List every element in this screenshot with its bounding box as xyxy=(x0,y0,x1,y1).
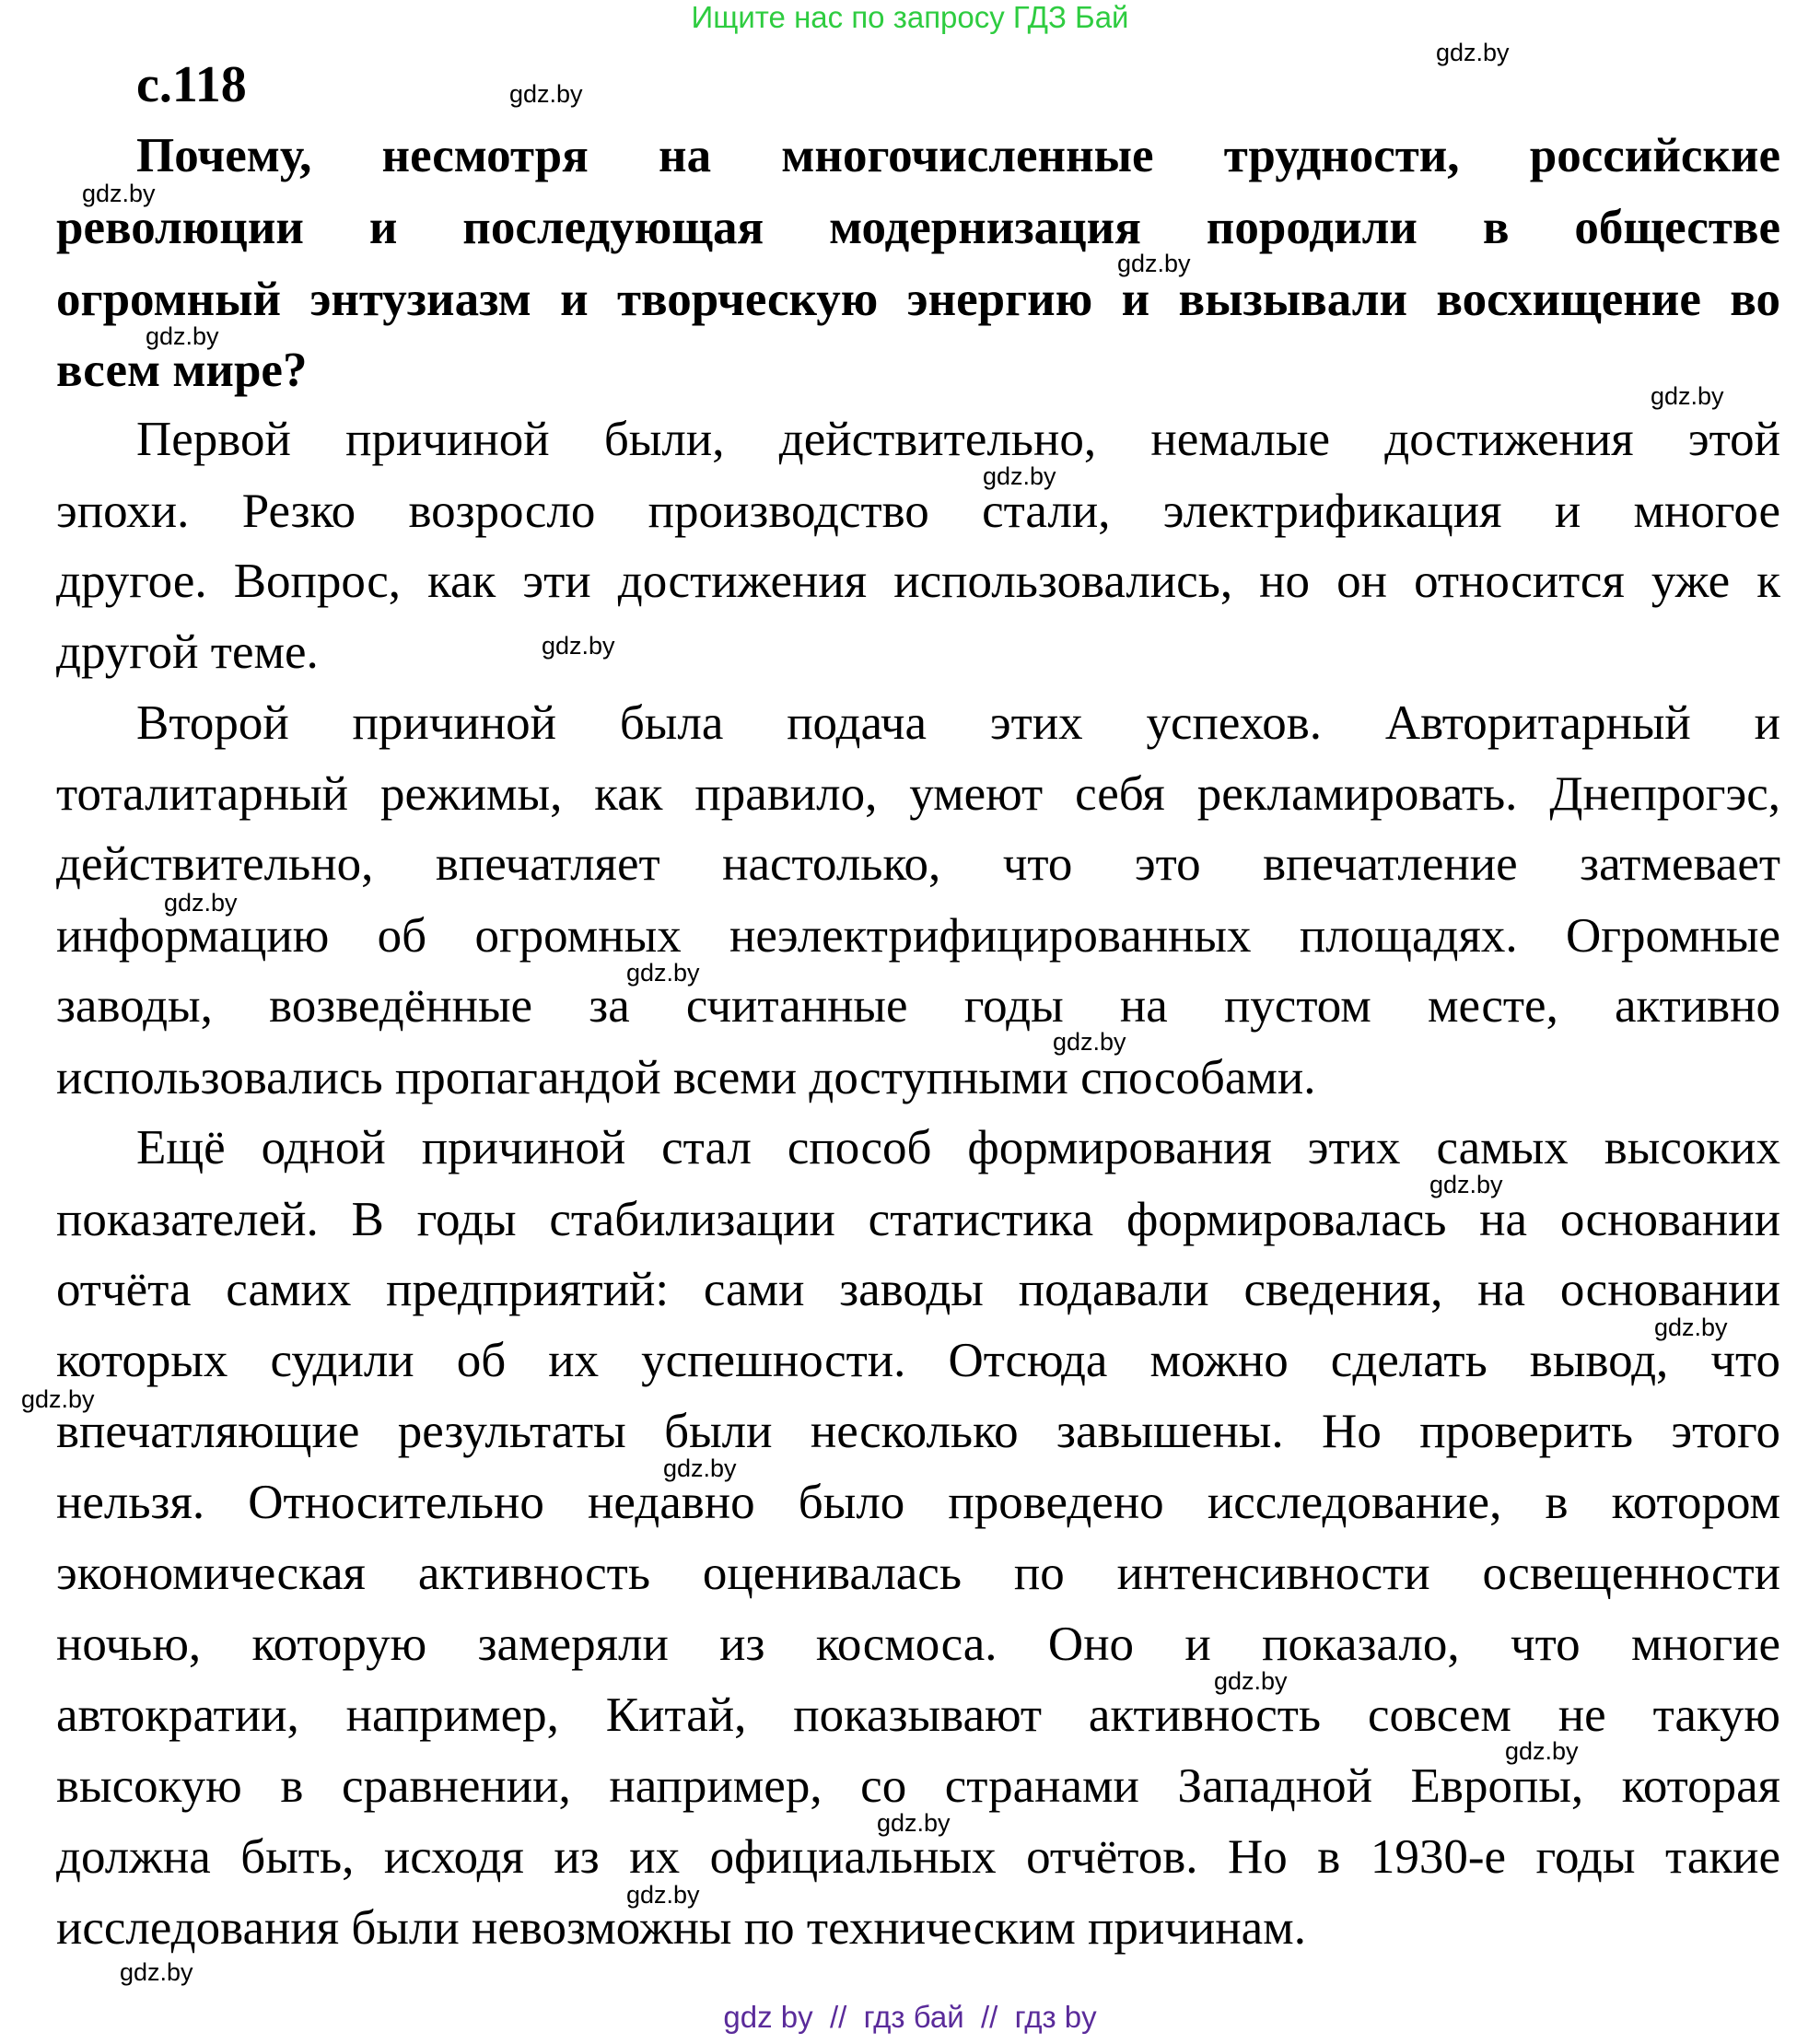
text-line: автократии, например, Китай, показывают активность совсем не такую xyxy=(56,1688,1780,1742)
text-line: информацию об огромных неэлектрифицированных площадях. Огромные xyxy=(56,909,1780,963)
text-line: нельзя. Относительно недавно было проведено исследование, в котором xyxy=(56,1476,1780,1529)
text-line: впечатляющие результаты были несколько завышены. Но проверить этого xyxy=(56,1405,1780,1458)
text-line: действительно, впечатляет настолько, что это впечатление затмевает xyxy=(56,837,1780,891)
text-line: высокую в сравнении, например, со странами Западной Европы, которая xyxy=(56,1759,1780,1813)
text-line: заводы, возведённые за считанные годы на пустом месте, активно xyxy=(56,979,1780,1033)
watermark: gdz.by xyxy=(1214,1667,1288,1695)
watermark: gdz.by xyxy=(509,80,583,108)
watermark: gdz.by xyxy=(120,1958,193,1986)
question-line: революции и последующая модернизация породили в обществе xyxy=(56,201,1780,254)
watermark: gdz.by xyxy=(82,180,156,207)
text-line: Ещё одной причиной стал способ формирования этих самых высоких xyxy=(136,1121,1780,1174)
watermark: gdz.by xyxy=(164,889,238,917)
text-line: отчёта самих предприятий: сами заводы подавали сведения, на основании xyxy=(56,1263,1780,1316)
watermark: gdz.by xyxy=(1505,1737,1579,1765)
text-line: другой теме. xyxy=(56,625,319,679)
text-line: эпохи. Резко возросло производство стали, электрификация и многое xyxy=(56,485,1780,538)
watermark: gdz.by xyxy=(663,1454,737,1482)
question-line: Почему, несмотря на многочисленные трудности, российские xyxy=(136,129,1780,182)
watermark: gdz.by xyxy=(542,632,615,660)
text-line: которых судили об их успешности. Отсюда можно сделать вывод, что xyxy=(56,1334,1780,1387)
top-banner: Ищите нас по запросу ГДЗ Бай xyxy=(691,0,1129,34)
watermark: gdz.by xyxy=(21,1385,95,1413)
question-line: огромный энтузиазм и творческую энергию и вызывали восхищение во xyxy=(56,273,1780,326)
question-line: всем мире? xyxy=(56,344,308,397)
watermark: gdz.by xyxy=(983,462,1056,490)
text-line: Второй причиной была подача этих успехов. Авторитарный и xyxy=(136,696,1780,750)
page-number: с.118 xyxy=(136,56,247,113)
watermark: gdz.by xyxy=(1651,382,1724,410)
watermark: gdz.by xyxy=(1117,250,1191,277)
text-line: Первой причиной были, действительно, немалые достижения этой xyxy=(136,413,1780,466)
text-line: использовались пропагандой всеми доступными способами. xyxy=(56,1051,1316,1104)
watermark: gdz.by xyxy=(1436,39,1510,66)
text-line: экономическая активность оценивалась по интенсивности освещенности xyxy=(56,1547,1780,1600)
text-line: тоталитарный режимы, как правило, умеют себя рекламировать. Днепрогэс, xyxy=(56,767,1780,821)
watermark: gdz.by xyxy=(1654,1314,1728,1341)
watermark: gdz.by xyxy=(626,1881,700,1909)
watermark: gdz.by xyxy=(1429,1171,1503,1198)
text-line: ночью, которую замеряли из космоса. Оно и показало, что многие xyxy=(56,1618,1780,1671)
watermark: gdz.by xyxy=(626,959,700,987)
bottom-banner: gdz by // гдз бай // гдз by xyxy=(723,2000,1097,2034)
text-line: другое. Вопрос, как эти достижения использовались, но он относится уже к xyxy=(56,555,1780,608)
text-line: показателей. В годы стабилизации статистика формировалась на основании xyxy=(56,1193,1780,1246)
watermark: gdz.by xyxy=(1053,1028,1126,1056)
text-line: должна быть, исходя из их официальных отчётов. Но в 1930-е годы такие xyxy=(56,1830,1780,1884)
text-line: исследования были невозможны по техническим причинам. xyxy=(56,1901,1306,1955)
watermark: gdz.by xyxy=(877,1809,951,1837)
watermark: gdz.by xyxy=(146,322,219,350)
